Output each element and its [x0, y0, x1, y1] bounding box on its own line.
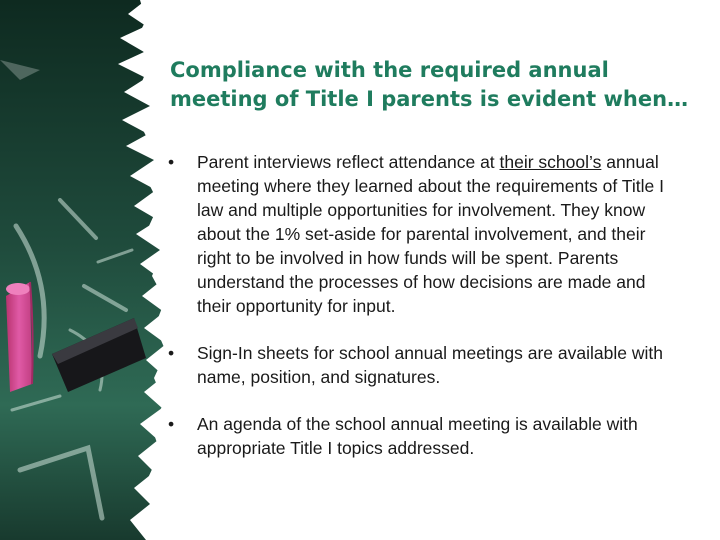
bullet-point: • — [168, 414, 175, 434]
underlined-phrase: their school’s — [499, 152, 602, 172]
bullet-text: Sign-In sheets for school annual meetings are available with name, position, and signatures. — [197, 343, 663, 387]
bullet-list — [168, 150, 668, 483]
slide-title: Compliance with the required annual meeting of Title I parents is evident when… — [170, 58, 689, 111]
bullet-item-agenda — [168, 412, 668, 460]
bullet-point: • — [168, 343, 175, 363]
bullet-text: An agenda of the school annual meeting is available with appropriate Title I topics addressed. — [197, 414, 638, 458]
bullet-text-start: Parent interviews reflect attendance at — [197, 152, 500, 172]
pink-chalk-icon — [6, 282, 33, 392]
bullet-point: • — [168, 152, 175, 172]
bullet-text-rest: annual meeting where they learned about the requirements of Title I law and multiple opportunities for involvement. They know about the 1% set-aside for parental involvement, and their right to be involved in how funds will be spent. Parents understand the processes of how decisions are made and their opportunity for input. — [197, 152, 664, 316]
bullet-item-sign-in-sheets — [168, 341, 668, 389]
bullet-item-parent-interviews — [168, 150, 668, 318]
